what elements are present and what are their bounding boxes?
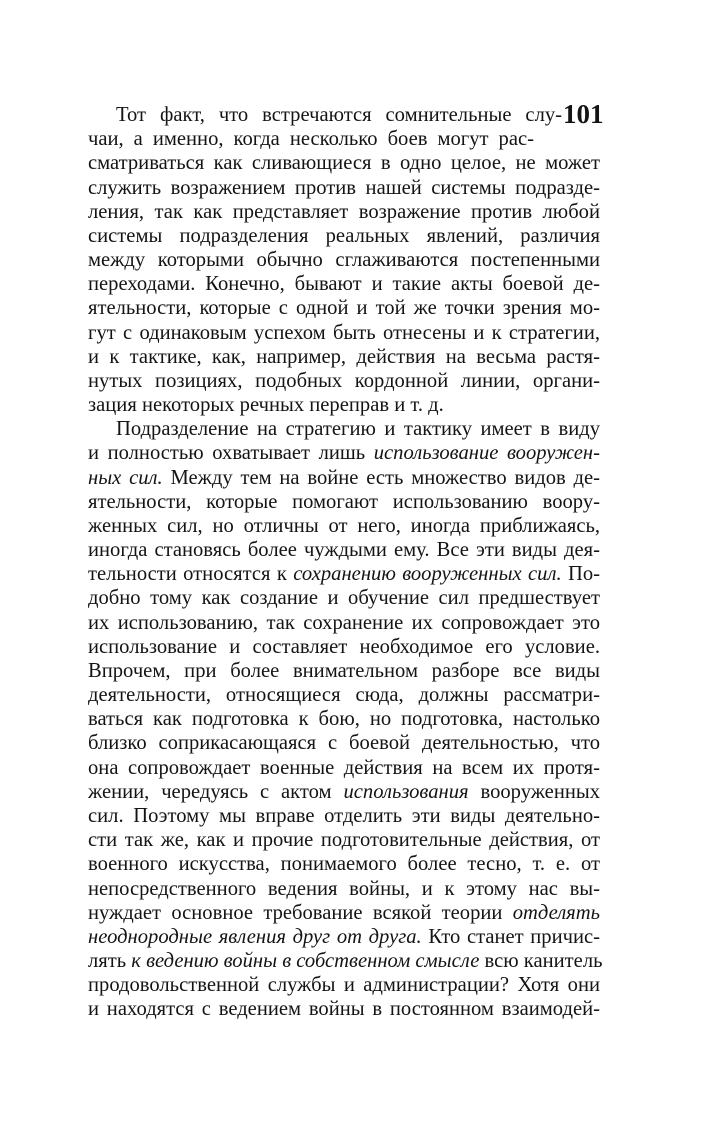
italic-emphasis: сохранению вооруженных сил.: [293, 563, 562, 586]
text-line: ятельности, которые с одной и той же точки зрения мо-: [88, 297, 600, 320]
text-segment: тельности относятся к: [88, 563, 294, 586]
page-number: 101: [563, 99, 604, 129]
text-line: и находятся с ведением войны в постоянном взаимодей-: [88, 998, 600, 1021]
text-line: [88, 780, 600, 804]
text-line: иногда становясь более чуждыми ему. Все эти виды дея-: [88, 539, 600, 562]
text-line: [88, 441, 600, 465]
text-line: сти так же, как и прочие подготовительные действия, от: [88, 829, 600, 852]
text-segment: По-: [561, 563, 600, 586]
text-line: непосредственного ведения войны, и к этому нас вы-: [88, 877, 600, 900]
text-line: она сопровождает военные действия на всем их протя-: [88, 756, 600, 779]
italic-emphasis: отделять: [512, 901, 600, 924]
body-text: [88, 103, 603, 1022]
text-line: добно тому как создание и обучение сил предшествует: [88, 587, 600, 610]
text-line: Впрочем, при более внимательном разборе все виды: [88, 659, 600, 682]
text-line: продовольственной службы и администрации? Хотя они: [88, 974, 600, 997]
text-line: их использованию, так сохранение их сопровождает это: [88, 611, 600, 634]
text-line: деятельности, относящиеся сюда, должны рассматри-: [88, 684, 600, 707]
text-line: [88, 562, 600, 586]
text-line: ятельности, которые помогают использованию воору-: [88, 490, 600, 513]
italic-emphasis: использования: [343, 780, 469, 803]
text-line: близко соприкасающаяся с боевой деятельностью, что: [88, 732, 600, 755]
text-line: сматриваться как сливающиеся в одно целое, не может: [88, 152, 600, 175]
text-segment: Кто станет причис-: [421, 925, 600, 948]
text-segment: и полностью охватывает лишь: [88, 442, 374, 465]
italic-emphasis: ных сил.: [88, 466, 163, 489]
text-line: ления, так как представляет возражение против любой: [88, 200, 600, 223]
italic-emphasis: к ведению войны в собственном смысле: [131, 950, 480, 973]
italic-emphasis: неоднородные явления друг от друга.: [88, 925, 422, 948]
text-line: женных сил, но отличны от него, иногда приближаясь,: [88, 514, 600, 537]
text-segment: всю канитель: [479, 950, 603, 973]
text-segment: вооруженных: [468, 780, 600, 803]
text-line: военного искусства, понимаемого более тесно, т. е. от: [88, 853, 600, 876]
text-segment: Между тем на войне есть множество видов де-: [162, 466, 600, 489]
italic-emphasis: использование вооружен-: [373, 442, 600, 465]
text-line: и к тактике, как, например, действия на весьма растя-: [88, 345, 600, 368]
text-line: [88, 466, 600, 490]
text-line: между которыми обычно сглаживаются постепенными: [88, 249, 600, 272]
text-segment: лять: [88, 950, 132, 973]
text-line: [88, 901, 600, 925]
text-line: Подразделение на стратегию и тактику имеет в виду: [116, 418, 600, 441]
text-line: [88, 925, 600, 949]
text-segment: нуждает основное требование всякой теории: [88, 901, 513, 924]
text-segment: жении, чередуясь с актом: [88, 780, 344, 803]
text-line: чаи, а именно, когда несколько боев могут рас-: [88, 128, 534, 151]
text-line: использование и составляет необходимое его условие.: [88, 635, 600, 658]
text-line: зация некоторых речных переправ и т. д.: [88, 394, 444, 417]
text-line: переходами. Конечно, бывают и такие акты боевой де-: [88, 273, 600, 296]
text-line: Тот факт, что встречаются сомнительные слу-: [116, 104, 562, 126]
text-line: системы подразделения реальных явлений, различия: [88, 224, 600, 247]
text-line: гут с одинаковым успехом быть отнесены и к стратегии,: [88, 321, 600, 344]
text-line: служить возражением против нашей системы подразде-: [88, 176, 600, 199]
text-line: нутых позициях, подобных кордонной линии, органи-: [88, 369, 600, 392]
text-line: [88, 949, 603, 973]
text-line: сил. Поэтому мы вправе отделить эти виды деятельно-: [88, 804, 600, 827]
text-line: ваться как подготовка к бою, но подготовка, настолько: [88, 708, 600, 731]
